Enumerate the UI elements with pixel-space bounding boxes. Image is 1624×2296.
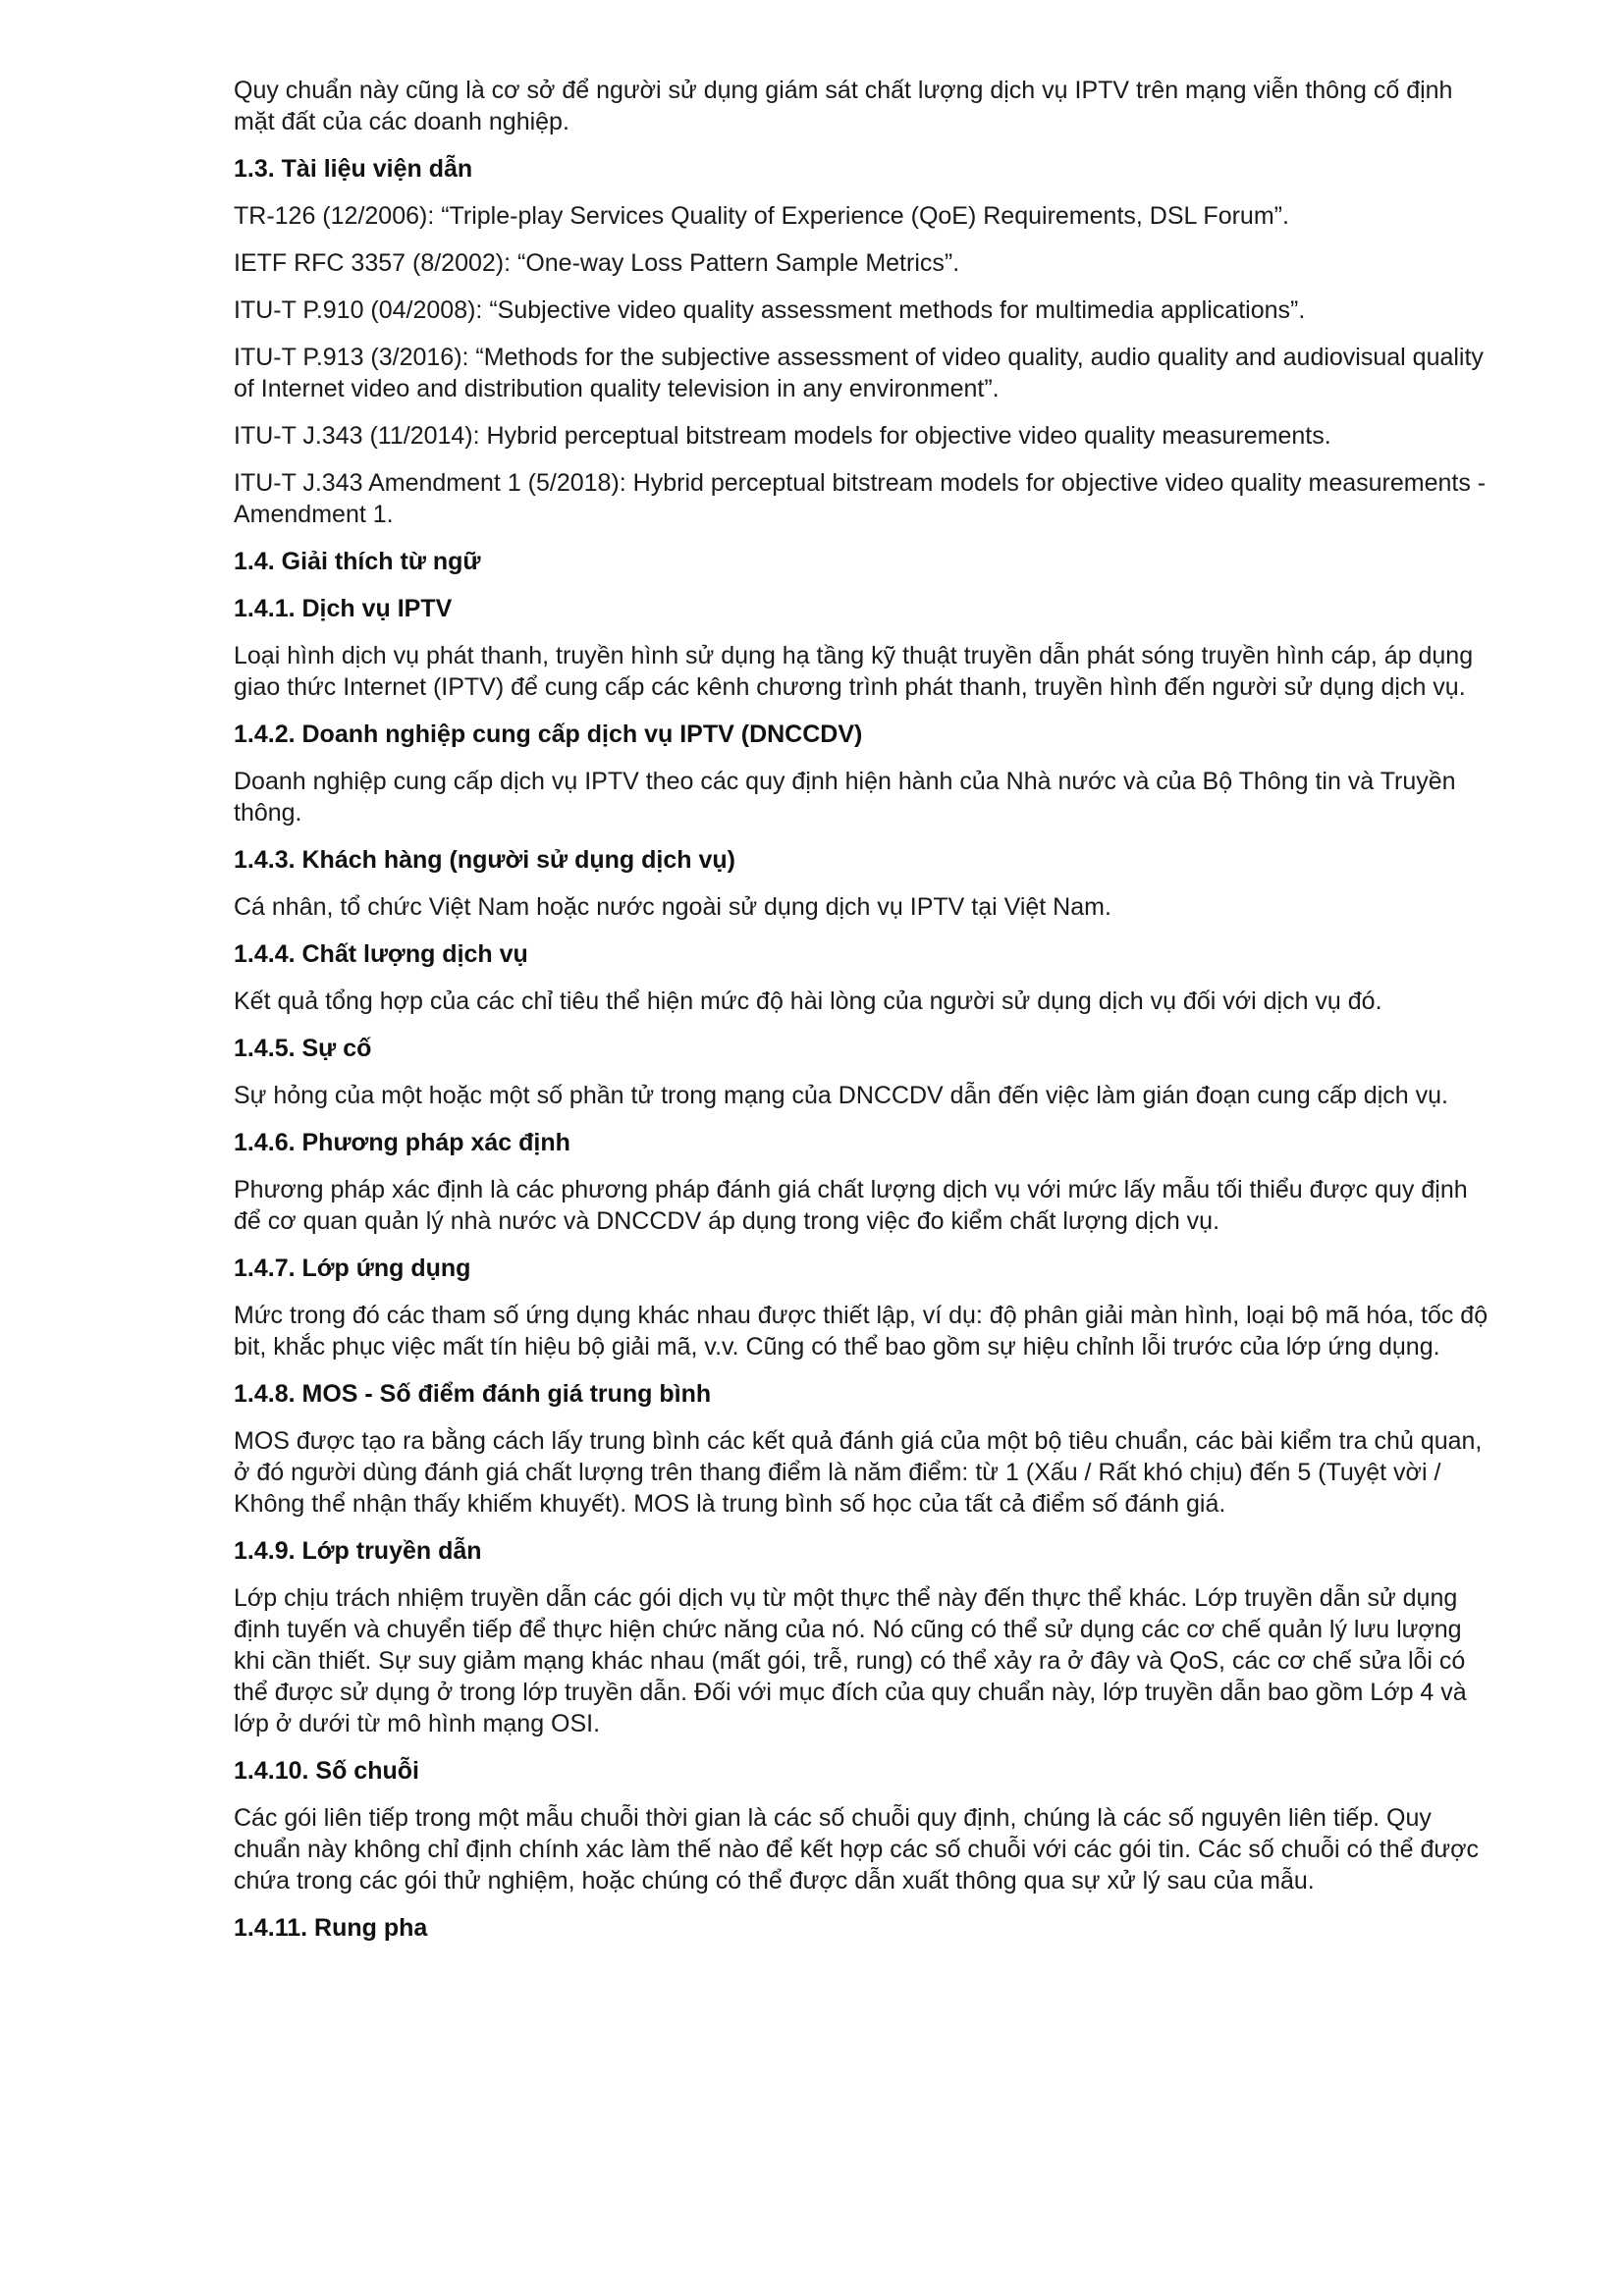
subsection-heading: 1.4.4. Chất lượng dịch vụ: [234, 940, 528, 968]
subsection-heading: 1.4.9. Lớp truyền dẫn: [234, 1537, 482, 1565]
subsection-body: Lớp chịu trách nhiệm truyền dẫn các gói dịch vụ từ một thực thể này đến thực thể khác. Lớp truyền dẫn sử dụng định tuyến và chuyển tiếp để thực hiện chức năng của nó. Nó cũng có thể sử dụng các cơ chế quản lý lưu lượng khi cần thiết. Sự suy giảm mạng khác nhau (mất gói, trễ, rung) có thể xảy ra ở đây và QoS, các cơ chế sửa lỗi có thể được sử dụng ở trong lớp truyền dẫn. Đối với mục đích của quy chuẩn này, lớp truyền dẫn bao gồm Lớp 4 và lớp ở dưới từ mô hình mạng OSI.: [234, 1584, 1467, 1737]
subsection-body: Phương pháp xác định là các phương pháp đánh giá chất lượng dịch vụ với mức lấy mẫu tối thiểu được quy định để cơ quan quản lý nhà nước và DNCCDV áp dụng trong việc đo kiểm chất lượng dịch vụ.: [234, 1176, 1468, 1235]
section-1-4-5: [234, 1033, 1490, 1111]
reference-item: ITU-T P.913 (3/2016): “Methods for the subjective assessment of video quality, audio quality and audiovisual quality of Internet video and distribution quality television in any environment”.: [234, 344, 1484, 402]
subsection-body: Sự hỏng của một hoặc một số phần tử trong mạng của DNCCDV dẫn đến việc làm gián đoạn cung cấp dịch vụ.: [234, 1082, 1448, 1109]
section-1-4-7: [234, 1253, 1490, 1362]
section-1-4-11: [234, 1912, 1490, 1944]
section-heading: 1.3. Tài liệu viện dẫn: [234, 155, 473, 183]
subsection-body: MOS được tạo ra bằng cách lấy trung bình các kết quả đánh giá của một bộ tiêu chuẩn, các bài kiểm tra chủ quan, ở đó người dùng đánh giá chất lượng trên thang điểm là năm điểm: từ 1 (Xấu / Rất khó chịu) đến 5 (Tuyệt vời / Không thể nhận thấy khiếm khuyết). MOS là trung bình số học của tất cả điểm số đánh giá.: [234, 1427, 1483, 1518]
subsection-body: Kết quả tổng hợp của các chỉ tiêu thể hiện mức độ hài lòng của người sử dụng dịch vụ đối với dịch vụ đó.: [234, 988, 1382, 1015]
section-1-3: [234, 153, 1490, 530]
reference-item: ITU-T P.910 (04/2008): “Subjective video quality assessment methods for multimedia applications”.: [234, 296, 1306, 324]
reference-item: ITU-T J.343 Amendment 1 (5/2018): Hybrid perceptual bitstream models for objective video quality measurements - Amendment 1.: [234, 469, 1487, 528]
section-1-4-6: [234, 1127, 1490, 1237]
subsection-body: Các gói liên tiếp trong một mẫu chuỗi thời gian là các số chuỗi quy định, chúng là các số nguyên liên tiếp. Quy chuẩn này không chỉ định chính xác làm thế nào để kết hợp các số chuỗi với các gói tin. Các số chuỗi có thể được chứa trong các gói thử nghiệm, hoặc chúng có thể được dẫn xuất thông qua sự xử lý sau của mẫu.: [234, 1804, 1480, 1895]
subsection-body: Doanh nghiệp cung cấp dịch vụ IPTV theo các quy định hiện hành của Nhà nước và của Bộ Thông tin và Truyền thông.: [234, 768, 1456, 827]
section-1-4-3: [234, 844, 1490, 923]
section-1-4-8: [234, 1378, 1490, 1520]
subsection-heading: 1.4.1. Dịch vụ IPTV: [234, 595, 453, 622]
subsection-heading: 1.4.11. Rung pha: [234, 1914, 428, 1942]
reference-item: IETF RFC 3357 (8/2002): “One-way Loss Pattern Sample Metrics”.: [234, 249, 960, 277]
subsection-heading: 1.4.10. Số chuỗi: [234, 1757, 419, 1785]
reference-item: ITU-T J.343 (11/2014): Hybrid perceptual bitstream models for objective video quality measurements.: [234, 422, 1331, 450]
subsection-body: Loại hình dịch vụ phát thanh, truyền hình sử dụng hạ tầng kỹ thuật truyền dẫn phát sóng truyền hình cáp, áp dụng giao thức Internet (IPTV) để cung cấp các kênh chương trình phát thanh, truyền hình đến người sử dụng dịch vụ.: [234, 642, 1474, 701]
subsection-heading: 1.4.2. Doanh nghiệp cung cấp dịch vụ IPTV (DNCCDV): [234, 721, 863, 748]
section-1-4-4: [234, 938, 1490, 1017]
section-1-4-1: [234, 593, 1490, 703]
document-page: [234, 75, 1490, 1959]
subsection-body: Cá nhân, tổ chức Việt Nam hoặc nước ngoài sử dụng dịch vụ IPTV tại Việt Nam.: [234, 893, 1111, 921]
subsection-heading: 1.4.6. Phương pháp xác định: [234, 1129, 570, 1156]
section-1-4-2: [234, 719, 1490, 828]
subsection-heading: 1.4.5. Sự cố: [234, 1035, 372, 1062]
subsection-body: Mức trong đó các tham số ứng dụng khác nhau được thiết lập, ví dụ: độ phân giải màn hình, loại bộ mã hóa, tốc độ bit, khắc phục việc mất tín hiệu bộ giải mã, v.v. Cũng có thể bao gồm sự hiệu chỉnh lỗi trước của lớp ứng dụng.: [234, 1302, 1489, 1361]
subsection-heading: 1.4.3. Khách hàng (người sử dụng dịch vụ): [234, 846, 735, 874]
section-1-4-9: [234, 1535, 1490, 1739]
section-heading-1-4: 1.4. Giải thích từ ngữ: [234, 548, 481, 575]
section-1-4-10: [234, 1755, 1490, 1896]
reference-item: TR-126 (12/2006): “Triple-play Services Quality of Experience (QoE) Requirements, DSL Forum”.: [234, 202, 1289, 230]
intro-paragraph: Quy chuẩn này cũng là cơ sở để người sử dụng giám sát chất lượng dịch vụ IPTV trên mạng viễn thông cố định mặt đất của các doanh nghiệp.: [234, 77, 1453, 135]
subsection-heading: 1.4.7. Lớp ứng dụng: [234, 1255, 471, 1282]
subsection-heading: 1.4.8. MOS - Số điểm đánh giá trung bình: [234, 1380, 712, 1408]
